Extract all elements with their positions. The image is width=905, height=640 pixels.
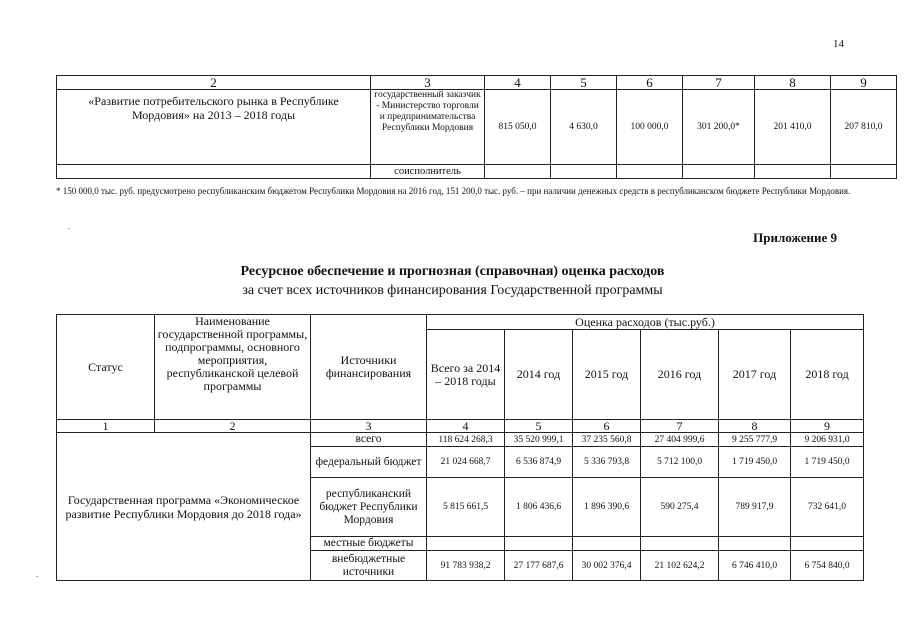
value-cell: 1 719 450,0 [791,447,864,478]
index-row [57,420,864,433]
header-row [57,315,864,330]
continuation-table [56,75,897,179]
value-cell: 27 404 999,6 [641,433,719,447]
value-cell: 1 896 390,6 [573,478,641,537]
index-cell: 9 [791,420,864,433]
total-header: Всего за 2014 – 2018 годы [427,330,505,420]
resource-table [56,314,864,581]
index-cell: 2 [155,420,311,433]
index-cell: 6 [573,420,641,433]
header-cell: 7 [683,76,755,90]
source-label: местные бюджеты [311,537,427,551]
value-cell: 789 917,9 [719,478,791,537]
stray-mark: . [68,222,70,231]
index-cell: 3 [311,420,427,433]
value-cell: 21 024 668,7 [427,447,505,478]
sources-header: Источники финансирования [311,315,427,420]
value-cell: 5 815 661,5 [427,478,505,537]
program-name: «Развитие потребительского рынка в Республике Мордовия» на 2013 – 2018 годы [57,90,371,165]
value-cell [573,537,641,551]
index-cell: 8 [719,420,791,433]
value-cell: 5 336 793,8 [573,447,641,478]
value-cell [505,537,573,551]
value-cell: 1 806 436,6 [505,478,573,537]
header-cell: 5 [551,76,617,90]
value-cell: 6 754 840,0 [791,551,864,581]
source-label: всего [311,433,427,447]
value-cell: 201 410,0 [755,90,831,165]
year-header: 2017 год [719,330,791,420]
status-header: Статус [57,315,155,420]
source-label: федеральный бюджет [311,447,427,478]
stray-mark: . [36,570,38,579]
empty-cell [551,165,617,179]
value-cell [719,537,791,551]
year-header: 2015 год [573,330,641,420]
value-cell: 4 630,0 [551,90,617,165]
header-cell: 8 [755,76,831,90]
empty-cell [755,165,831,179]
value-cell: 37 235 560,8 [573,433,641,447]
empty-cell [617,165,683,179]
page-number: 14 [833,38,844,50]
source-label: республиканский бюджет Республики Мордовия [311,478,427,537]
value-cell: 35 520 999,1 [505,433,573,447]
header-cell: 6 [617,76,683,90]
index-cell: 4 [427,420,505,433]
index-cell: 1 [57,420,155,433]
value-cell: 27 177 687,6 [505,551,573,581]
table-row [57,433,864,447]
value-cell: 100 000,0 [617,90,683,165]
value-cell: 732 641,0 [791,478,864,537]
empty-cell [485,165,551,179]
program-name: Государственная программа «Экономическое развитие Республики Мордовия до 2018 года» [57,433,311,581]
year-header: 2014 год [505,330,573,420]
header-cell: 9 [831,76,897,90]
value-cell [427,537,505,551]
empty-cell [57,165,371,179]
empty-cell [683,165,755,179]
executor: государственный заказчик - Министерство торговли и предпринимательства Республики Мордовия [371,90,485,165]
value-cell: 9 255 777,9 [719,433,791,447]
appendix-label: Приложение 9 [753,230,837,245]
section-title: Ресурсное обеспечение и прогнозная (справочная) оценка расходов [240,264,665,279]
source-label: внебюджетные источники [311,551,427,581]
co-executor: соисполнитель [371,165,485,179]
empty-cell [831,165,897,179]
value-cell: 118 624 268,3 [427,433,505,447]
value-cell: 207 810,0 [831,90,897,165]
header-cell: 2 [57,76,371,90]
table-row [57,165,897,179]
section-subtitle: за счет всех источников финансирования Государственной программы [242,283,663,298]
value-cell [791,537,864,551]
table-row [57,90,897,165]
header-cell: 4 [485,76,551,90]
value-cell [641,537,719,551]
header-cell: 3 [371,76,485,90]
estimate-header: Оценка расходов (тыс.руб.) [427,315,864,330]
name-header: Наименование государственной программы, подпрограммы, основного мероприятия, республиканской целевой программы [155,315,311,420]
header-row [57,76,897,90]
value-cell: 590 275,4 [641,478,719,537]
index-cell: 5 [505,420,573,433]
index-cell: 7 [641,420,719,433]
value-cell: 301 200,0* [683,90,755,165]
value-cell: 5 712 100,0 [641,447,719,478]
value-cell: 91 783 938,2 [427,551,505,581]
value-cell: 6 746 410,0 [719,551,791,581]
value-total: 815 050,0 [485,90,551,165]
value-cell: 1 719 450,0 [719,447,791,478]
value-cell: 9 206 931,0 [791,433,864,447]
footnote: * 150 000,0 тыс. руб. предусмотрено республиканским бюджетом Республики Мордовия на 2016 год, 151 200,0 тыс. руб. – при наличии денежных средств в республиканском бюджете Республики Мордовия. [56,186,851,196]
value-cell: 21 102 624,2 [641,551,719,581]
year-header: 2018 год [791,330,864,420]
value-cell: 6 536 874,9 [505,447,573,478]
year-header: 2016 год [641,330,719,420]
value-cell: 30 002 376,4 [573,551,641,581]
